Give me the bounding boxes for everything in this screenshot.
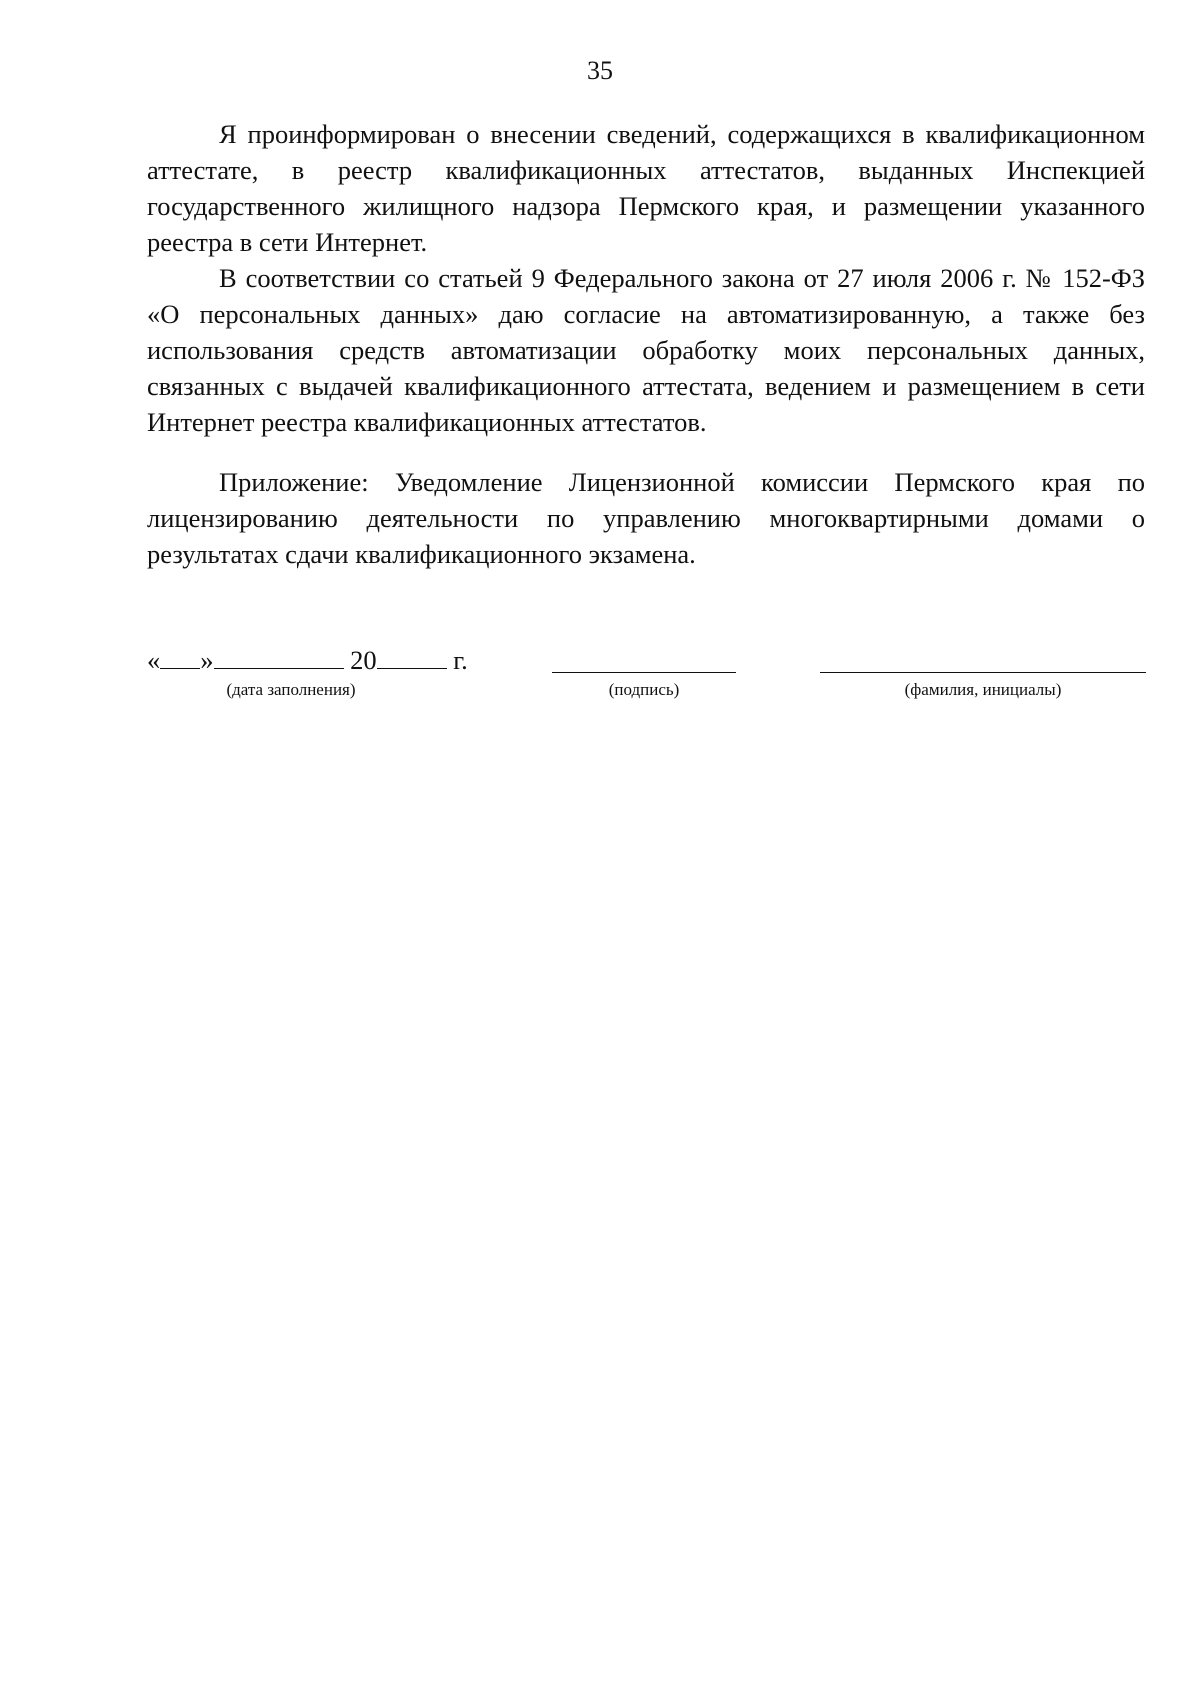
paragraph-attachment — [147, 464, 1145, 572]
signature-block — [0, 644, 1200, 704]
quote-open: « — [147, 645, 161, 675]
paragraph-text: В соответствии со статьей 9 Федерального закона от 27 июля 2006 г. № 152-ФЗ «О персональных данных» даю согласие на автоматизированную, а также без использования средств автоматизации обработку моих персональных данных, связанных с выдачей квалификационного аттестата, ведением и размещением в сети Интернет реестра квалификационных аттестатов. — [147, 263, 1145, 437]
paragraph-personal-data-consent — [147, 260, 1145, 440]
signature-line[interactable] — [552, 672, 736, 673]
paragraph-text: Я проинформирован о внесении сведений, содержащихся в квалификационном аттестате, в реестр квалификационных аттестатов, выданных Инспекцией государственного жилищного надзора Пермского края, и размещении указанного реестра в сети Интернет. — [147, 119, 1145, 257]
year-prefix: 20 — [350, 645, 377, 675]
date-field — [147, 644, 468, 676]
signature-caption: (подпись) — [608, 680, 680, 699]
name-caption: (фамилия, инициалы) — [904, 680, 1062, 699]
paragraph-registry-notice — [147, 116, 1145, 260]
year-suffix: г. — [453, 645, 468, 675]
page-number: 35 — [587, 56, 613, 85]
paragraph-text: Приложение: Уведомление Лицензионной комиссии Пермского края по лицензированию деятельности по управлению многоквартирными домами о результатах сдачи квалификационного экзамена. — [147, 467, 1145, 569]
month-blank[interactable] — [214, 644, 344, 669]
day-blank[interactable] — [160, 644, 200, 669]
name-initials-line[interactable] — [820, 672, 1146, 673]
quote-close: » — [200, 645, 214, 675]
year-blank[interactable] — [377, 644, 447, 669]
date-caption: (дата заполнения) — [226, 680, 356, 699]
